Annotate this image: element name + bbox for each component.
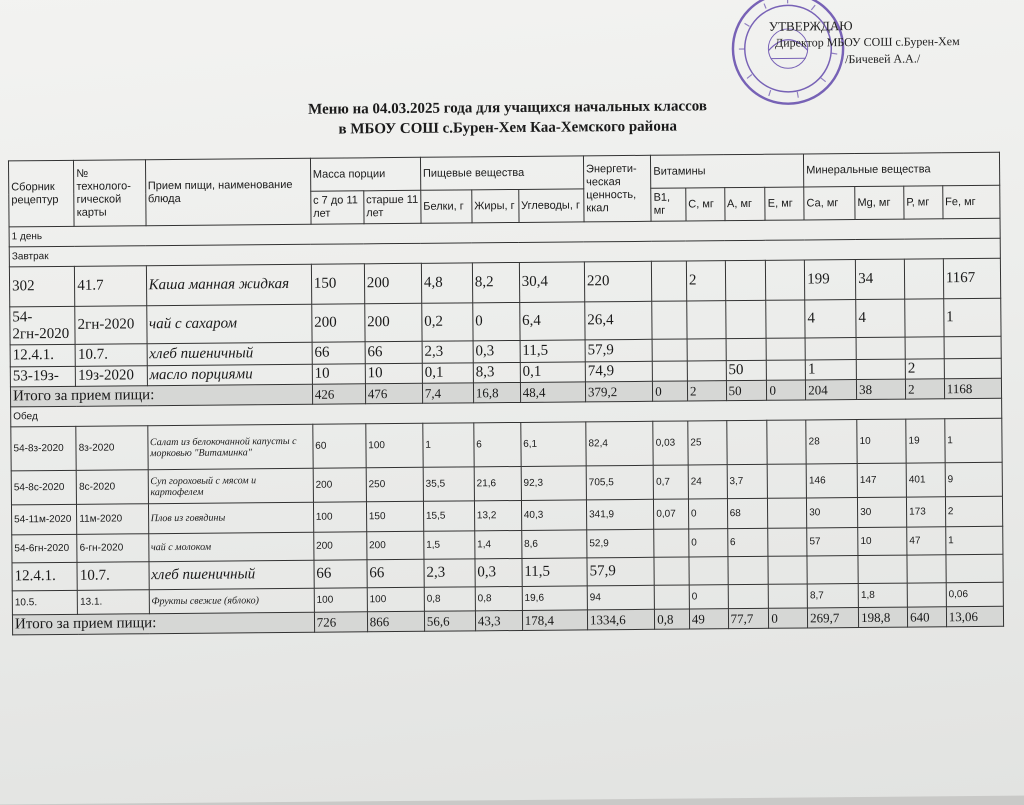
table-cell: 30,4 (519, 262, 585, 303)
table-cell (725, 300, 766, 338)
table-cell: 0,8 (424, 587, 475, 611)
table-cell: 13,2 (474, 500, 521, 530)
table-cell: 57 (807, 528, 858, 556)
table-cell (728, 556, 769, 584)
table-cell: 10.7. (77, 562, 149, 591)
table-cell: 12.4.1. (10, 344, 75, 367)
table-cell (807, 556, 858, 584)
table-cell: 10 (365, 363, 422, 383)
table-cell: 10 (858, 527, 907, 555)
title-line-2: в МБОУ СОШ с.Бурен-Хем Каа-Хемского района (238, 116, 778, 141)
dish-name-cell: чай с молоком (148, 532, 313, 561)
table-cell: 1167 (943, 258, 1001, 298)
table-cell: 11м-2020 (77, 504, 149, 535)
table-cell: 19 (906, 419, 945, 463)
header-a: А, мг (724, 187, 765, 220)
table-cell: 6,1 (520, 422, 586, 467)
table-cell: 66 (312, 342, 365, 364)
total-value: 43,3 (475, 610, 522, 630)
total-value: 178,4 (522, 610, 587, 631)
table-cell (689, 557, 728, 585)
menu-table (8, 152, 1004, 636)
total-value: 0 (769, 608, 808, 628)
table-cell: 15,5 (423, 501, 474, 531)
table-cell: 173 (906, 497, 945, 527)
table-cell: 30 (807, 498, 858, 528)
table-cell: 0,03 (653, 421, 688, 465)
table-cell: 0,3 (473, 340, 520, 362)
dish-name-cell: масло порциями (147, 364, 312, 385)
table-cell: 66 (365, 341, 422, 363)
table-cell: 0 (689, 529, 728, 557)
table-cell: 11,5 (520, 340, 585, 363)
header-fe: Fe, мг (942, 185, 1000, 218)
header-carbs: Углеводы, г (518, 189, 584, 223)
table-cell: 200 (364, 303, 421, 341)
header-recipe-book: Сборник рецептур (8, 160, 74, 227)
table-cell: 54-6гн-2020 (12, 534, 77, 563)
table-cell: 8с-2020 (76, 470, 148, 505)
table-cell (766, 300, 805, 338)
table-cell: 10 (312, 364, 365, 384)
table-cell (768, 464, 807, 498)
table-cell: 10.5. (12, 590, 77, 615)
table-cell (768, 556, 807, 584)
table-cell (726, 338, 767, 360)
table-cell: 147 (857, 463, 906, 497)
table-cell (654, 585, 689, 609)
table-cell: 50 (726, 360, 767, 380)
table-cell: 26,4 (585, 301, 653, 340)
table-cell: 8,2 (472, 262, 519, 302)
table-cell: 100 (313, 502, 366, 532)
total-value: 269,7 (808, 608, 859, 628)
total-value: 77,7 (728, 608, 769, 628)
table-cell: 2,3 (424, 559, 475, 587)
table-cell: 100 (314, 588, 367, 612)
table-cell (768, 498, 807, 528)
total-value: 49 (689, 609, 728, 629)
table-cell: 250 (366, 467, 423, 501)
table-cell: 57,9 (587, 557, 655, 586)
total-value: 726 (314, 612, 367, 632)
table-cell: 1,5 (424, 531, 475, 559)
table-cell: 2 (905, 359, 944, 379)
table-cell: 6-гн-2020 (77, 534, 149, 563)
table-cell: 302 (9, 266, 75, 307)
table-cell: 53-19з- (10, 366, 75, 387)
approval-signature: /Бичевей А.А./ (757, 50, 997, 69)
table-cell: 13.1. (77, 590, 149, 615)
table-cell (654, 557, 689, 585)
table-cell: 10 (857, 419, 906, 463)
header-c: С, мг (686, 188, 725, 221)
table-cell: 34 (855, 259, 904, 299)
table-cell: 1 (945, 418, 1003, 462)
table-cell (654, 529, 689, 557)
table-cell: 19,6 (522, 586, 587, 611)
total-value: 2 (905, 379, 944, 399)
header-ca: Са, мг (804, 187, 855, 220)
total-value: 198,8 (859, 607, 908, 627)
table-cell (858, 555, 907, 583)
breakfast-label: Завтрак (9, 238, 1000, 267)
table-cell: 10.7. (75, 344, 147, 367)
table-cell: 0,3 (475, 558, 522, 586)
table-cell (944, 336, 1001, 358)
table-cell: 57,9 (585, 339, 652, 362)
table-cell (904, 259, 943, 299)
table-cell: 9 (945, 462, 1003, 496)
table-cell: 341,9 (586, 499, 654, 530)
table-cell: 0,1 (520, 362, 585, 383)
table-cell: 1,8 (858, 583, 907, 607)
total-value: 7,4 (422, 383, 473, 403)
table-cell: 100 (367, 587, 424, 611)
table-cell: 2,3 (422, 341, 473, 363)
dish-name-cell: Суп гороховый с мясом и картофелем (148, 468, 313, 503)
table-cell: 66 (367, 559, 424, 587)
table-cell: 200 (313, 468, 366, 502)
total-value: 204 (806, 380, 857, 400)
table-cell: 54-8с-2020 (11, 470, 77, 505)
table-cell: 74,9 (585, 361, 652, 382)
dish-name-cell: Салат из белокочанной капусты с морковью "Витаминка" (147, 424, 313, 469)
table-cell (767, 420, 806, 464)
total-value: 1334,6 (587, 609, 654, 630)
table-cell: 0,7 (653, 465, 688, 499)
total-value: 2 (687, 381, 726, 401)
table-cell: 6,4 (519, 302, 585, 341)
header-e: Е, мг (765, 187, 804, 220)
table-cell: 2гн-2020 (75, 306, 147, 345)
dish-name-cell: чай с сахаром (146, 304, 311, 343)
header-tech-card: № технолого-гической карты (74, 160, 146, 227)
table-cell: 94 (587, 585, 654, 610)
table-cell: 1 (945, 526, 1002, 554)
table-cell (652, 339, 687, 361)
header-energy: Энергети-ческая ценность, ккал (583, 155, 651, 222)
table-cell (652, 361, 687, 381)
header-age-7-11: с 7 до 11 лет (311, 191, 364, 224)
table-cell: 0,8 (475, 586, 522, 610)
title-line-1: Меню на 04.03.2025 года для учащихся начальных классов (237, 96, 777, 121)
header-age-11: старше 11 лет (364, 190, 421, 223)
table-cell: 401 (906, 463, 945, 497)
total-value: 48,4 (520, 382, 585, 403)
total-value: 0,8 (655, 609, 690, 629)
table-cell: 21,6 (474, 466, 521, 500)
table-cell: 200 (313, 532, 366, 560)
table-cell: 1,4 (475, 530, 522, 558)
table-cell (652, 261, 687, 301)
table-cell: 6 (727, 528, 768, 556)
table-cell: 0,07 (654, 499, 689, 529)
total-value: 16,8 (473, 382, 520, 402)
table-cell: 1 (943, 298, 1001, 336)
table-cell: 30 (858, 497, 907, 527)
page-title (237, 96, 777, 141)
table-cell (769, 584, 808, 608)
table-cell (907, 583, 946, 607)
table-cell: 1 (423, 423, 474, 467)
header-minerals: Минеральные вещества (804, 152, 1000, 187)
table-cell (856, 337, 905, 359)
day-label: 1 день (9, 218, 1000, 247)
total-value: 1168 (944, 378, 1001, 398)
table-cell (805, 338, 856, 360)
table-cell (944, 358, 1001, 378)
table-cell: 2 (945, 496, 1002, 526)
table-cell: 200 (311, 304, 364, 342)
table-cell: 60 (313, 424, 366, 468)
table-cell (687, 339, 726, 361)
table-cell: 3,7 (727, 464, 768, 498)
table-cell (766, 260, 805, 300)
table-cell: 8,7 (807, 584, 858, 608)
table-cell: 0 (689, 585, 728, 609)
dish-name-cell: Фрукты свежие (яблоко) (149, 588, 314, 613)
table-cell: 12.4.1. (12, 562, 77, 591)
table-cell: 6 (474, 422, 521, 466)
header-vitamins: Витамины (651, 154, 804, 188)
table-cell: 4,8 (421, 263, 472, 303)
table-cell: 0 (473, 302, 520, 340)
table-cell (767, 360, 806, 380)
table-cell: 54-11м-2020 (11, 504, 76, 535)
total-value: 866 (367, 611, 424, 631)
table-cell: 41.7 (75, 266, 147, 307)
total-value: 426 (312, 384, 365, 404)
table-cell: 1 (805, 360, 856, 380)
header-fat: Жиры, г (472, 189, 519, 222)
header-b1: В1, мг (651, 188, 686, 221)
total-value: 640 (907, 607, 946, 627)
table-cell: 705,5 (586, 465, 654, 500)
table-cell: 25 (688, 421, 727, 465)
table-cell (687, 301, 726, 339)
header-dish: Прием пищи, наименование блюда (145, 158, 311, 225)
table-cell: 150 (311, 264, 364, 304)
table-cell: 35,5 (423, 467, 474, 501)
dish-name-cell: Каша манная жидкая (146, 264, 311, 305)
table-cell: 24 (688, 465, 727, 499)
table-cell: 8,6 (521, 530, 586, 559)
table-cell (768, 528, 807, 556)
table-cell: 8,3 (473, 362, 520, 382)
table-cell: 40,3 (521, 500, 587, 531)
table-cell: 52,9 (587, 529, 655, 558)
header-mg: Mg, мг (855, 186, 904, 219)
total-value: 0 (767, 380, 806, 400)
table-cell (726, 420, 767, 464)
table-cell: 68 (727, 498, 768, 528)
table-cell: 19з-2020 (76, 366, 148, 387)
table-cell (907, 555, 946, 583)
total-value: 56,6 (424, 611, 475, 631)
header-protein: Белки, г (421, 190, 472, 223)
total-label: Итого за прием пищи: (10, 384, 312, 407)
table-cell (652, 301, 687, 339)
table-cell (687, 361, 726, 381)
table-cell: 200 (364, 263, 421, 303)
table-cell: 0,06 (946, 582, 1003, 606)
table-cell: 4 (805, 300, 856, 338)
header-nutrients: Пищевые вещества (420, 156, 583, 190)
table-cell: 8з-2020 (76, 426, 148, 471)
table-cell: 0 (688, 499, 727, 529)
approval-block (757, 16, 997, 69)
header-portion: Масса порции (310, 157, 420, 191)
table-cell: 220 (584, 261, 652, 302)
total-label: Итого за прием пищи: (12, 612, 314, 635)
table-cell: 11,5 (522, 558, 587, 587)
table-cell (728, 584, 769, 608)
table-cell: 47 (907, 527, 946, 555)
table-cell: 2 (686, 261, 725, 301)
table-cell: 82,4 (586, 421, 654, 466)
table-cell: 92,3 (521, 466, 587, 501)
header-p: Р, мг (904, 186, 943, 219)
table-cell: 200 (366, 531, 423, 559)
table-cell: 54-2гн-2020 (10, 306, 76, 345)
table-cell: 0,2 (422, 303, 473, 341)
total-value: 38 (857, 379, 906, 399)
dish-name-cell: хлеб пшеничный (147, 342, 312, 365)
table-cell (905, 337, 944, 359)
table-cell: 0,1 (422, 363, 473, 383)
table-cell (725, 260, 766, 300)
total-value: 476 (365, 383, 422, 403)
table-cell: 66 (314, 560, 367, 588)
approval-position: Директор МБОУ СОШ с.Бурен-Хем (757, 33, 997, 52)
table-cell: 146 (806, 464, 857, 498)
table-cell: 100 (366, 423, 423, 467)
approval-title: УТВЕРЖДАЮ (757, 16, 997, 35)
dish-name-cell: хлеб пшеничный (149, 560, 314, 589)
table-cell: 199 (805, 260, 856, 300)
total-value: 13,06 (946, 606, 1003, 626)
dish-name-cell: Плов из говядины (148, 502, 313, 533)
total-value: 0 (653, 381, 688, 401)
table-cell: 150 (366, 501, 423, 531)
table-cell: 28 (806, 420, 857, 464)
table-cell (905, 299, 944, 337)
table-cell (856, 359, 905, 379)
section-label: Обед (11, 398, 1002, 427)
total-value: 50 (726, 380, 767, 400)
table-cell (946, 554, 1003, 582)
table-cell: 54-8з-2020 (11, 426, 77, 471)
total-value: 379,2 (585, 381, 652, 402)
table-cell (766, 338, 805, 360)
table-cell: 4 (856, 299, 905, 337)
